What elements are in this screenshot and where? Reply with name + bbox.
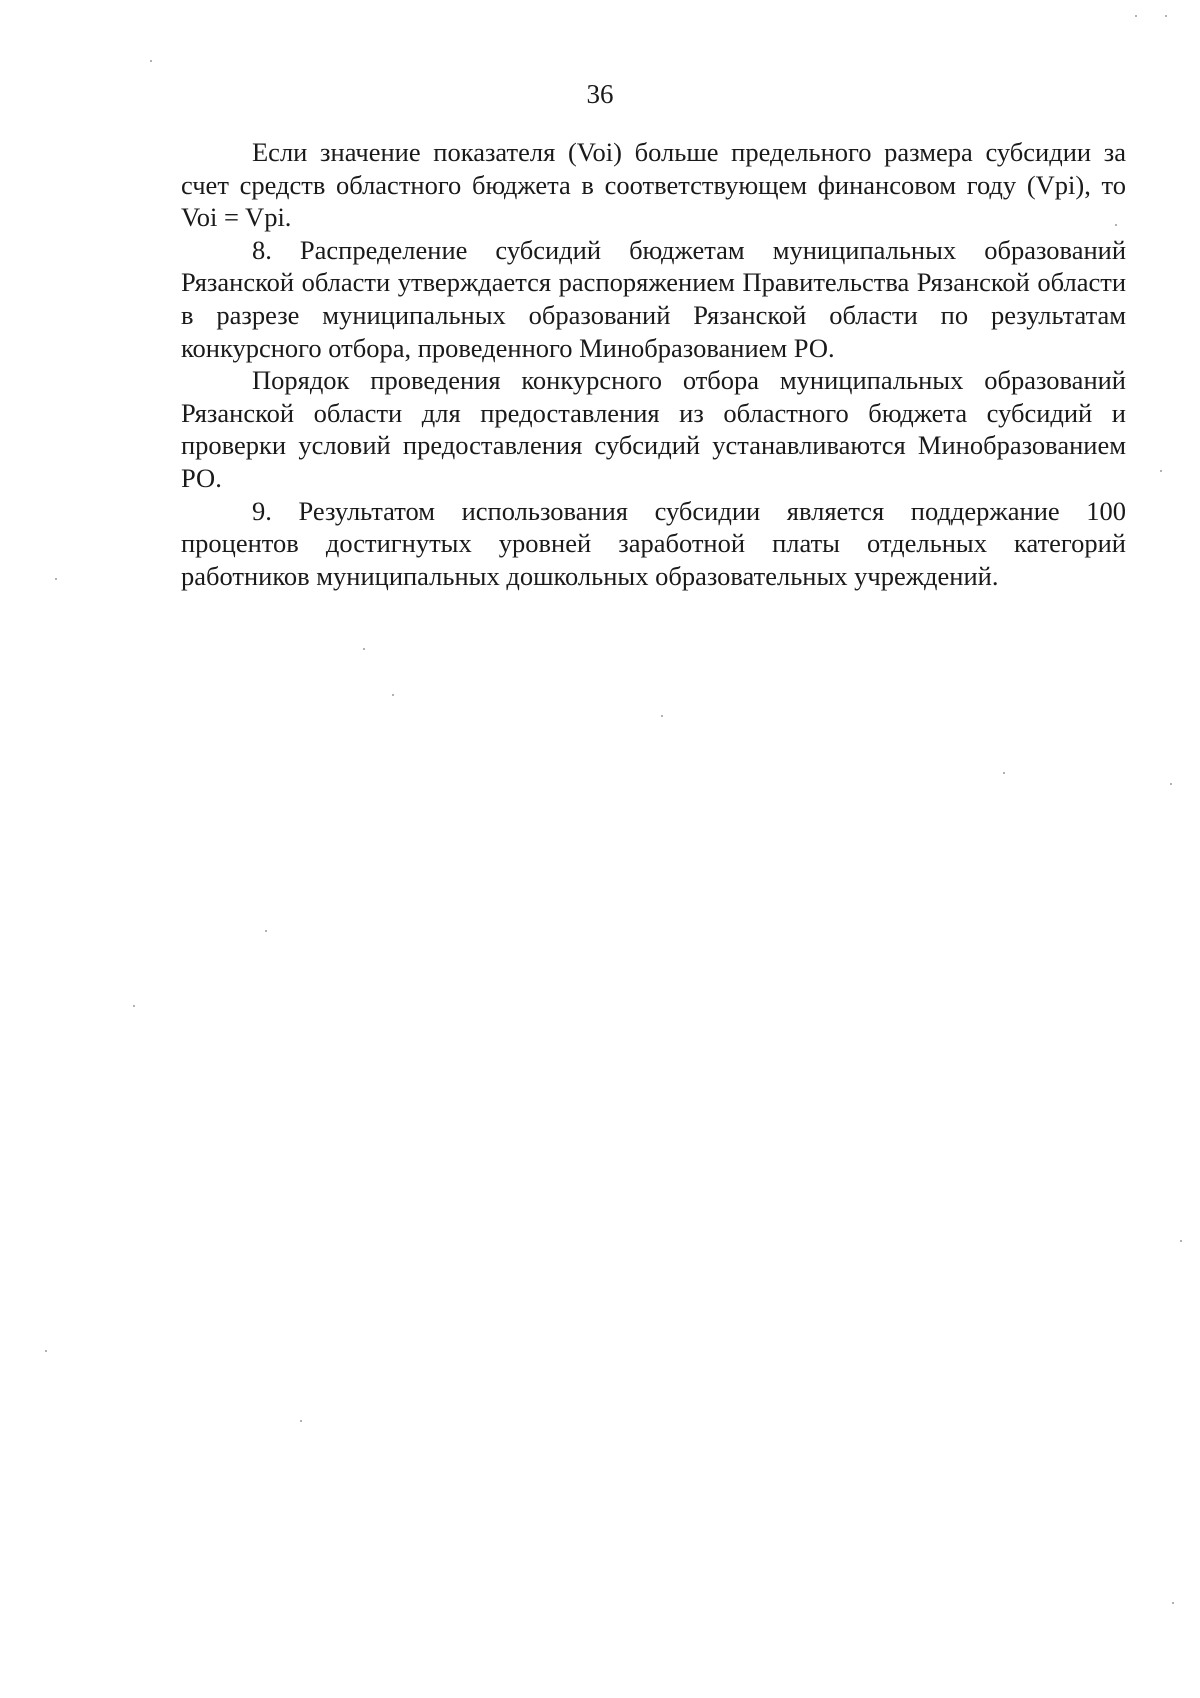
paragraph-9-subsidy-result: 9. Результатом использования субсидии является поддержание 100 процентов достигнутых уровней заработной платы отдельных категорий работников муниципальных дошкольных образовательных учреждений.	[181, 495, 1126, 591]
scan-speck	[1172, 1602, 1174, 1604]
scan-speck	[1115, 224, 1117, 226]
paragraph-8-subsidy-distribution: 8. Распределение субсидий бюджетам муниципальных образований Рязанской области утверждается распоряжением Правительства Рязанской области в разрезе муниципальных образований Рязанской области по результатам конкурсного отбора, проведенного Минобразованием РО.	[181, 234, 1126, 363]
page-number: 36	[586, 79, 614, 109]
scan-speck	[1003, 772, 1005, 774]
scan-speck	[133, 1005, 135, 1007]
document-body	[181, 136, 1126, 592]
scan-speck	[363, 648, 365, 650]
scan-speck	[150, 60, 152, 62]
scan-speck	[661, 715, 663, 717]
scan-speck	[1160, 470, 1162, 472]
scan-speck	[45, 1350, 47, 1352]
scan-speck	[1170, 783, 1172, 785]
scan-speck	[1165, 15, 1167, 17]
paragraph-selection-procedure: Порядок проведения конкурсного отбора муниципальных образований Рязанской области для предоставления из областного бюджета субсидий и проверки условий предоставления субсидий устанавливаются Минобразованием РО.	[181, 365, 1126, 493]
scan-speck	[55, 578, 57, 580]
scan-speck	[1135, 15, 1137, 17]
scan-speck	[265, 930, 267, 932]
paragraph-voi-condition: Если значение показателя (Voi) больше предельного размера субсидии за счет средств областного бюджета в соответствующем финансовом году (Vpi), то Voi = Vpi.	[181, 137, 1126, 233]
scan-speck	[300, 1420, 302, 1422]
scan-speck	[392, 694, 394, 696]
scan-speck	[1180, 1240, 1182, 1242]
